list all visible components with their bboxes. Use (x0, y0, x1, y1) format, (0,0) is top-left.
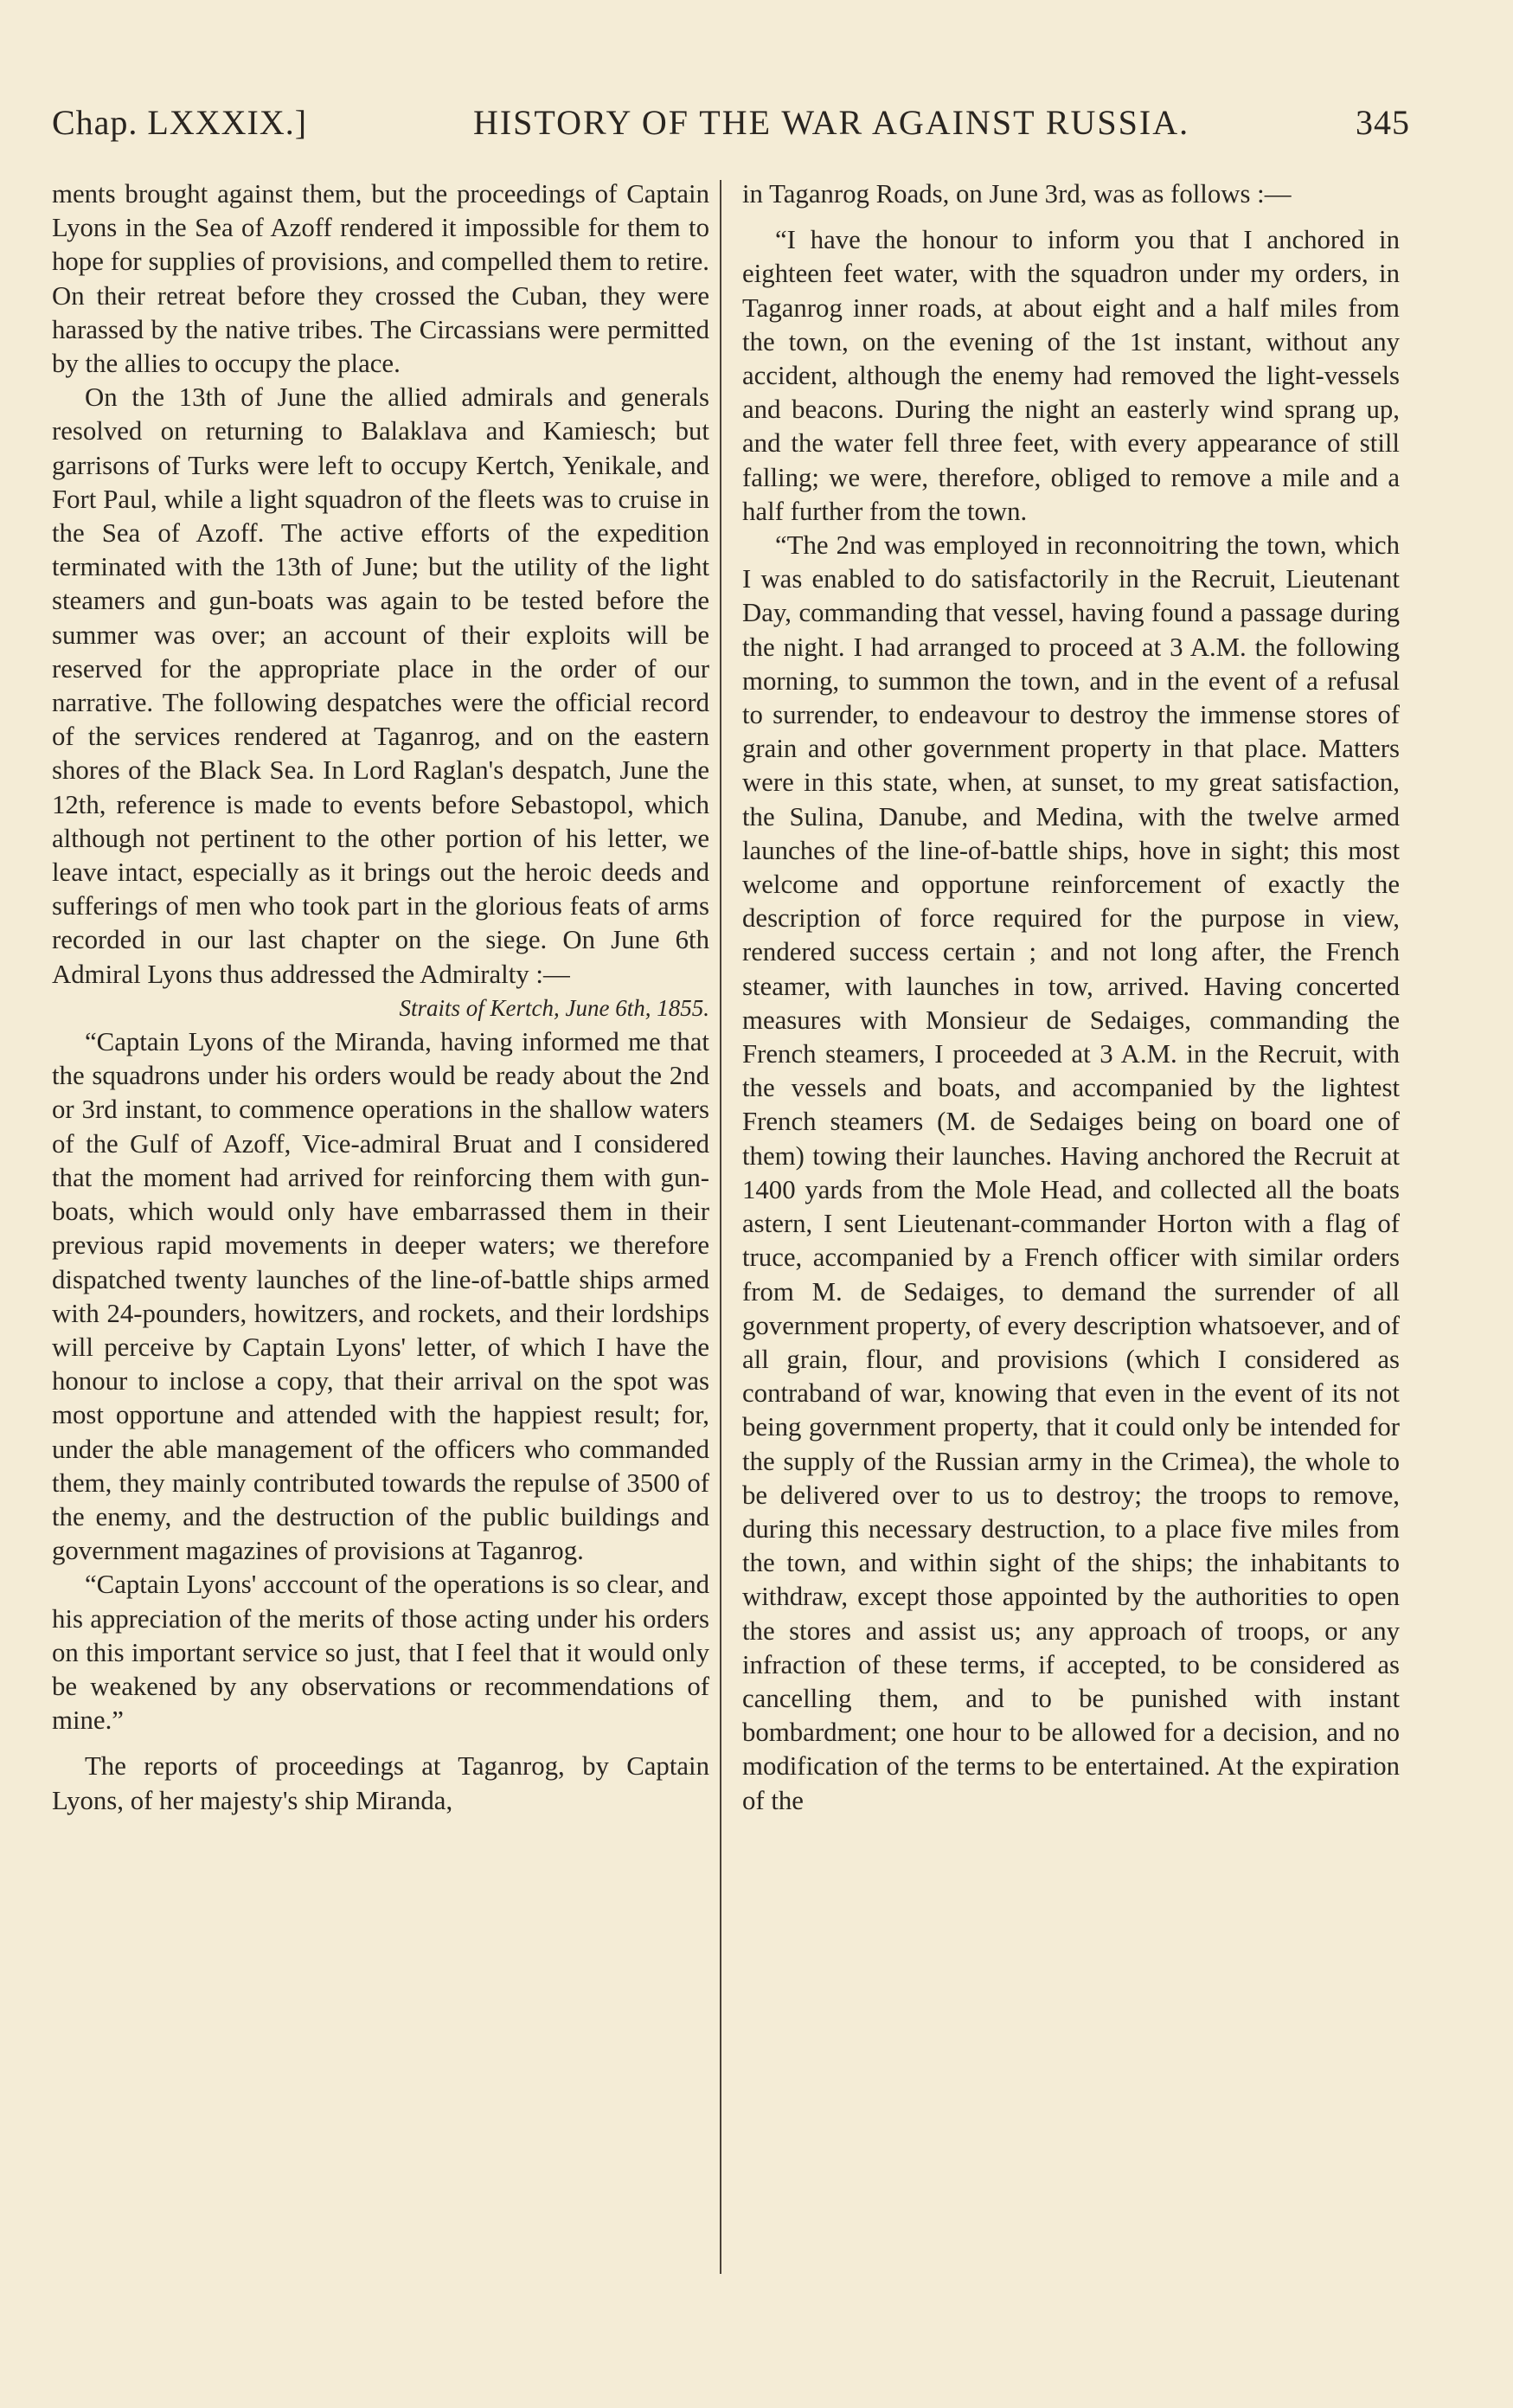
paragraph: “Captain Lyons' acccount of the operations is so clear, and his appreciation of the merits of those acting under his orders on this important service so just, that I feel that it would only be weakened by any observations or recommendations of mine.” (52, 1570, 709, 1736)
right-column (742, 177, 1400, 1818)
paragraph: ments brought against them, but the proceedings of Captain Lyons in the Sea of Azoff rendered it impossible for them to hope for supplies of provisions, and compelled them to retire. On their retreat before they crossed the Cuban, they were harassed by the native tribes. The Circassians were permitted by the allies to occupy the place. (52, 179, 709, 379)
paragraph: On the 13th of June the allied admirals and generals resolved on returning to Balaklava and Kamiesch; but garrisons of Turks were left to occupy Kertch, Yenikale, and Fort Paul, while a light squadron of the fleets was to cruise in the Sea of Azoff. The active efforts of the expedition terminated with the 13th of June; but the utility of the light steamers and gun-boats was again to be tested before the summer was over; an account of their exploits will be reserved for the appropriate place in the order of our narrative. The following despatches were the official record of the services rendered at Taganrog, and on the eastern shores of the Black Sea. In Lord Raglan's despatch, June the 12th, reference is made to events before Sebastopol, which although not pertinent to the other portion of his letter, we leave intact, especially as it brings out the heroic deeds and sufferings of men who took part in the glorious feats of arms recorded in our last chapter on the siege. On June 6th Admiral Lyons thus addressed the Admiralty :— (52, 382, 709, 989)
running-title: HISTORY OF THE WAR AGAINST RUSSIA. (472, 103, 1190, 142)
left-column (52, 177, 709, 1818)
chapter-label: Chap. LXXXIX.] (52, 103, 308, 142)
column-divider (720, 180, 721, 2274)
paragraph: “I have the honour to inform you that I anchored in eighteen feet water, with the squadron under my orders, in Taganrog inner roads, at about eight and a half miles from the town, on the evening of the 1st instant, without any accident, although the enemy had removed the light-vessels and beacons. During the night an easterly wind sprang up, and the water fell three feet, with every appearance of still falling; we were, therefore, obliged to remove a mile and a half further from the town. (742, 225, 1400, 526)
letter-dateline: Straits of Kertch, June 6th, 1855. (399, 994, 709, 1021)
running-header (52, 102, 1410, 143)
paragraph: “The 2nd was employed in reconnoitring the town, which I was enabled to do satisfactorily in the Recruit, Lieutenant Day, commanding that vessel, having found a passage during the night. I had arranged to proceed at 3 A.M. the following morning, to summon the town, and in the event of a refusal to surrender, to endeavour to destroy the immense stores of grain and other government property in that place. Matters were in this state, when, at sunset, to my great satisfaction, the Sulina, Danube, and Medina, with the twelve armed launches of the line-of-battle ships, hove in sight; this most welcome and opportune reinforcement of exactly the description of force required for the purpose in view, rendered success certain ; and not long after, the French steamer, with launches in tow, arrived. Having concerted measures with Monsieur de Sedaiges, commanding the French steamers, I proceeded at 3 A.M. in the Recruit, with the vessels and boats, and accompanied by the lightest French steamers (M. de Sedaiges being on board one of them) towing their launches. Having anchored the Recruit at 1400 yards from the Mole Head, and collected all the boats astern, I sent Lieutenant-commander Horton with a flag of truce, accompanied by a French officer with similar orders from M. de Sedaiges, to demand the surrender of all government property, of every description whatsoever, and of all grain, flour, and provisions (which I considered as contraband of war, knowing that even in the event of its not being government property, that it could only be intended for the supply of the Russian army in the Crimea), the whole to be delivered over to us to destroy; the troops to remove, during this necessary destruction, to a place five miles from the town, and within sight of the ships; the inhabitants to withdraw, except those appointed by the authorities to open the stores and assist us; any approach of troops, or any infraction of these terms, if accepted, to be considered as cancelling them, and to be punished with instant bombardment; one hour to be allowed for a decision, and no modification of the terms to be entertained. At the expiration of the (742, 530, 1400, 1815)
paragraph: in Taganrog Roads, on June 3rd, was as follows :— (742, 179, 1292, 209)
paragraph: “Captain Lyons of the Miranda, having informed me that the squadrons under his orders would be ready about the 2nd or 3rd instant, to commence operations in the shallow waters of the Gulf of Azoff, Vice-admiral Bruat and I considered that the moment had arrived for reinforcing them with gun-boats, which would only have embarrassed them in their previous rapid movements in deeper waters; we therefore dispatched twenty launches of the line-of-battle ships armed with 24-pounders, howitzers, and rockets, and their lordships will perceive by Captain Lyons' letter, of which I have the honour to inclose a copy, that their arrival on the spot was most opportune and attended with the happiest result; for, under the able management of the officers who commanded them, they mainly contributed towards the repulse of 3500 of the enemy, and the destruction of the public buildings and government magazines of provisions at Taganrog. (52, 1027, 709, 1566)
page-number: 345 (1355, 103, 1410, 142)
paragraph: The reports of proceedings at Taganrog, by Captain Lyons, of her majesty's ship Miranda, (52, 1751, 709, 1815)
